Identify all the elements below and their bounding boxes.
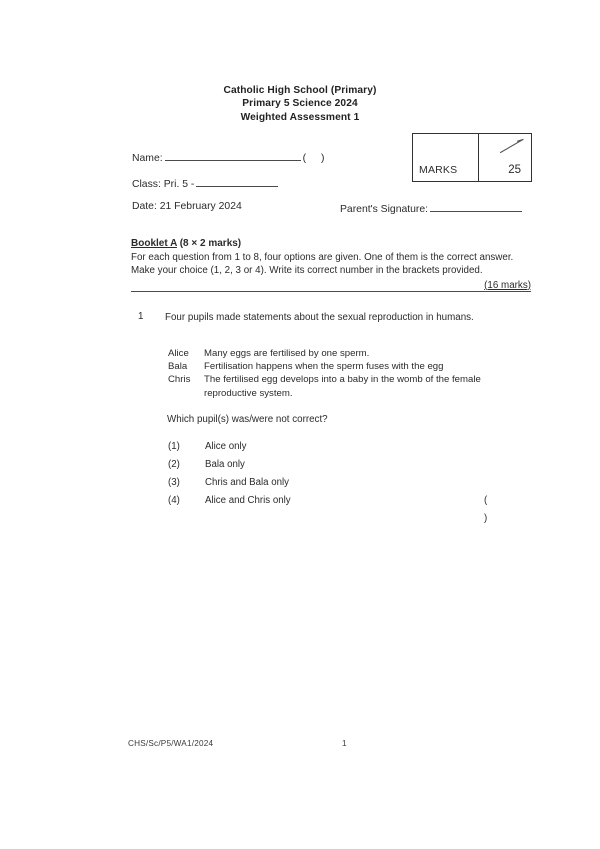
footer-paper-code: CHS/Sc/P5/WA1/2024 — [128, 739, 214, 748]
date-label: Date: 21 February 2024 — [132, 201, 242, 212]
option-number: (4) — [168, 495, 180, 506]
option-number: (1) — [168, 441, 180, 452]
booklet-title-suffix: (8 × 2 marks) — [176, 238, 242, 249]
list-item — [168, 360, 498, 373]
answer-brackets[interactable]: ( ) — [484, 495, 502, 524]
option-number: (2) — [168, 459, 180, 470]
parent-signature-label: Parent's Signature: — [340, 204, 429, 215]
option-row[interactable] — [168, 438, 528, 456]
instruction-line-2: Make your choice (1, 2, 3 or 4). Write its correct number in the brackets provided. — [131, 265, 483, 277]
footer-page-number: 1 — [342, 739, 347, 748]
pupil-name: Bala — [168, 361, 188, 373]
paper-title-block — [0, 84, 600, 124]
marks-value: 25 — [508, 164, 521, 176]
class-field-row — [132, 176, 280, 190]
marks-label-cell — [413, 134, 479, 181]
class-label: Class: Pri. 5 - — [132, 179, 195, 190]
option-row[interactable] — [168, 492, 528, 524]
question-stem: Four pupils made statements about the sexual reproduction in humans. — [165, 312, 474, 323]
pupil-statement: Many eggs are fertilised by one sperm. — [204, 348, 370, 359]
list-item — [168, 373, 498, 399]
option-row[interactable] — [168, 474, 528, 492]
section-divider-rule — [131, 291, 531, 292]
school-name: Catholic High School (Primary) — [223, 85, 377, 96]
name-label: Name: — [132, 153, 163, 164]
pupil-statements-list — [168, 347, 498, 400]
booklet-title: Booklet A — [131, 238, 177, 249]
name-input[interactable] — [165, 150, 301, 161]
pupil-statement: The fertilised egg develops into a baby in the womb of the female reproductive system. — [204, 374, 481, 399]
subject-year: Primary 5 Science 2024 — [242, 98, 358, 110]
option-number: (3) — [168, 477, 180, 488]
option-label: Bala only — [205, 459, 245, 470]
handwritten-tick-icon — [499, 138, 525, 154]
booklet-total-marks-row — [131, 279, 531, 292]
answer-options-list — [168, 438, 528, 524]
pupil-name: Alice — [168, 348, 189, 359]
list-item — [168, 347, 498, 360]
option-row[interactable] — [168, 456, 528, 474]
assessment-name: Weighted Assessment 1 — [240, 111, 360, 123]
booklet-heading — [131, 237, 531, 250]
name-field-row — [132, 150, 330, 164]
class-input[interactable] — [196, 176, 278, 187]
marks-value-cell — [479, 134, 531, 181]
marks-box — [412, 133, 532, 182]
parent-signature-row — [340, 201, 524, 215]
option-label: Chris and Bala only — [205, 477, 290, 488]
pupil-statement: Fertilisation happens when the sperm fuses with the egg — [204, 361, 444, 373]
index-number-brackets[interactable]: ( ) — [302, 153, 331, 164]
option-label: Alice only — [205, 441, 247, 452]
option-label: Alice and Chris only — [205, 495, 291, 506]
marks-label: MARKS — [419, 164, 458, 176]
question-number: 1 — [138, 311, 144, 322]
instruction-line-1: For each question from 1 to 8, four options are given. One of them is the correct answer. — [131, 252, 514, 264]
booklet-total-marks: (16 marks) — [484, 279, 531, 291]
booklet-instructions — [131, 237, 531, 292]
question-prompt: Which pupil(s) was/were not correct? — [167, 414, 328, 425]
pupil-name: Chris — [168, 374, 191, 386]
parent-signature-input[interactable] — [430, 201, 522, 212]
